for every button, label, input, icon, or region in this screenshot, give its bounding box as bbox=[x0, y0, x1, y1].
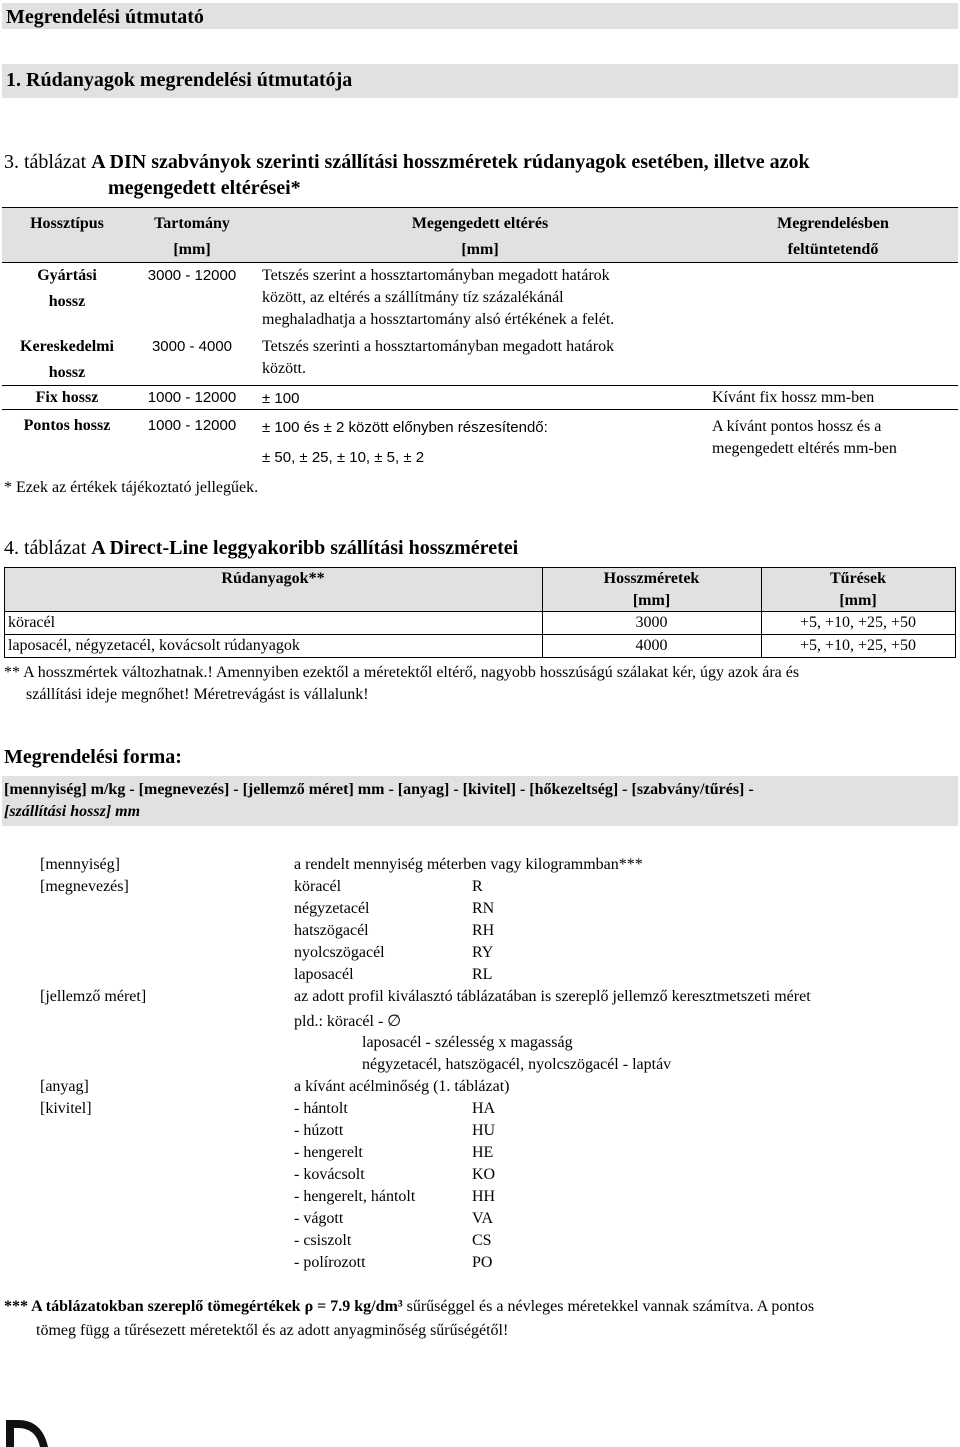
table3-header-range: Tartomány bbox=[154, 215, 230, 232]
table4-cell: +5, +10, +25, +50 bbox=[799, 637, 917, 654]
table4-header-length: Hosszméretek bbox=[603, 570, 700, 587]
legend-dimension-example: pld.: köracél - ∅ bbox=[294, 1011, 402, 1030]
legend-code: HU bbox=[472, 1122, 496, 1139]
legend-code: VA bbox=[472, 1210, 494, 1227]
table3-cell: Pontos hossz bbox=[23, 417, 111, 434]
table3-caption: 3. táblázat A DIN szabványok szerinti szállítási hosszméretek rúdanyagok esetében, illetve azok bbox=[4, 151, 810, 173]
table4-cell: 4000 bbox=[635, 637, 668, 654]
table4-header-length-unit: [mm] bbox=[632, 592, 671, 609]
table3-header-type: Hossztípus bbox=[30, 215, 104, 232]
table4-border bbox=[4, 657, 956, 658]
legend-finish: - polírozott bbox=[294, 1254, 366, 1271]
table3-header-order-2: feltüntetendő bbox=[787, 241, 879, 258]
legend-code: RY bbox=[472, 944, 494, 961]
table3-top-border bbox=[2, 207, 958, 208]
legend-code: R bbox=[472, 878, 483, 895]
legend-code: KO bbox=[472, 1166, 496, 1183]
legend-finish: - csiszolt bbox=[294, 1232, 352, 1249]
legend-label-name: [megnevezés] bbox=[40, 878, 129, 895]
table3-cell: ± 100 bbox=[262, 390, 300, 407]
diameter-icon: ∅ bbox=[387, 1011, 402, 1030]
table3-cell: hossz bbox=[48, 364, 86, 381]
table4-cell: laposacél, négyzetacél, kovácsolt rúdanyagok bbox=[8, 637, 300, 654]
table3-cell: ± 50, ± 25, ± 10, ± 5, ± 2 bbox=[262, 449, 425, 466]
table4-caption: 4. táblázat A Direct-Line leggyakoribb szállítási hosszméretei bbox=[4, 537, 519, 559]
table3-header-range-unit: [mm] bbox=[173, 241, 211, 258]
table3-cell: ± 100 és ± 2 között előnyben részesítendő: bbox=[262, 419, 548, 436]
table3-footnote: * Ezek az értékek tájékoztató jellegűek. bbox=[4, 479, 259, 496]
logo-icon bbox=[2, 1414, 54, 1447]
legend-finish: - vágott bbox=[294, 1210, 344, 1227]
table4-border bbox=[955, 567, 956, 658]
table3-header-order: Megrendelésben bbox=[777, 215, 889, 232]
legend-code: PO bbox=[472, 1254, 493, 1271]
legend-code: RH bbox=[472, 922, 495, 939]
order-format-line2: [szállítási hossz] mm bbox=[4, 803, 141, 820]
table4-cell: 3000 bbox=[635, 614, 668, 631]
section-title: 1. Rúdanyagok megrendelési útmutatója bbox=[2, 64, 958, 98]
table3-cell: 1000 - 12000 bbox=[147, 389, 237, 406]
legend-name: köracél bbox=[294, 878, 342, 895]
table3-cell: Gyártási bbox=[37, 267, 97, 284]
legend-code: CS bbox=[472, 1232, 492, 1249]
legend-code: HA bbox=[472, 1100, 496, 1117]
legend-label-finish: [kivitel] bbox=[40, 1100, 92, 1117]
legend-label-dimension: [jellemző méret] bbox=[40, 988, 147, 1005]
legend-code: HE bbox=[472, 1144, 494, 1161]
legend-code: RL bbox=[472, 966, 493, 983]
table3-cell: Tetszés szerinti a hossztartományban megadott határok bbox=[262, 338, 615, 355]
legend-dimension-example: laposacél - szélesség x magasság bbox=[362, 1034, 573, 1051]
legend-finish: - hengerelt bbox=[294, 1144, 363, 1161]
legend-label-material: [anyag] bbox=[40, 1078, 89, 1095]
table3-cell: 3000 - 12000 bbox=[147, 267, 237, 284]
table4-cell: köracél bbox=[8, 614, 56, 631]
legend-finish: - húzott bbox=[294, 1122, 344, 1139]
table3-row-border bbox=[2, 385, 958, 386]
order-form-title: Megrendelési forma: bbox=[4, 746, 182, 768]
table3-cell: 3000 - 4000 bbox=[151, 338, 233, 355]
legend-code: HH bbox=[472, 1188, 496, 1205]
table3-cell: Fix hossz bbox=[35, 389, 99, 406]
table3-cell: között. bbox=[262, 360, 306, 377]
legend-name: négyzetacél bbox=[294, 900, 370, 917]
table3-header-deviation: Megengedett eltérés bbox=[411, 215, 549, 232]
table4-cell: +5, +10, +25, +50 bbox=[799, 614, 917, 631]
footer-note-line2: tömeg függ a tűrésezett méretektől és az adott anyagminőség sűrűségétől! bbox=[36, 1322, 509, 1339]
legend-dimension-example: négyzetacél, hatszögacél, nyolcszögacél - laptáv bbox=[362, 1056, 672, 1073]
legend-code: RN bbox=[472, 900, 495, 917]
legend-label-quantity: [mennyiség] bbox=[40, 856, 120, 873]
legend-desc-material: a kívánt acélminőség (1. táblázat) bbox=[294, 1078, 510, 1095]
legend-finish: - kovácsolt bbox=[294, 1166, 365, 1183]
legend-name: laposacél bbox=[294, 966, 354, 983]
table4-note-line2: szállítási ideje megnőhet! Méretrevágást is vállalunk! bbox=[26, 686, 369, 703]
table3-cell: A kívánt pontos hossz és a bbox=[712, 418, 882, 435]
legend-name: nyolcszögacél bbox=[294, 944, 385, 961]
table4-note: ** A hosszmértek változhatnak.! Amennyiben ezektől a méretektől eltérő, nagyobb hosszúságú szálakat kér, úgy azok ára és bbox=[4, 664, 800, 681]
table3-row-border bbox=[2, 409, 958, 410]
table3-cell: megengedett eltérés mm-ben bbox=[712, 440, 897, 457]
table3-cell: meghaladhatja a hossztartomány alsó értékének a felét. bbox=[262, 311, 615, 328]
table4-header-tolerance: Tűrések bbox=[830, 570, 886, 587]
legend-name: hatszögacél bbox=[294, 922, 369, 939]
legend-desc-dimension: az adott profil kiválasztó táblázatában is szereplő jellemző keresztmetszeti méret bbox=[294, 988, 811, 1005]
legend-finish: - hántolt bbox=[294, 1100, 348, 1117]
legend-finish: - hengerelt, hántolt bbox=[294, 1188, 416, 1205]
table3-cell: 1000 - 12000 bbox=[147, 417, 237, 434]
table4-header-material: Rúdanyagok** bbox=[221, 570, 325, 587]
order-format-line1: [mennyiség] m/kg - [megnevezés] - [jellemző méret] mm - [anyag] - [kivitel] - [hőkezeltség] - [szabvány/tűrés] - bbox=[4, 781, 754, 798]
table3-header-border bbox=[2, 262, 958, 263]
table3-cell: Tetszés szerint a hossztartományban megadott határok bbox=[262, 267, 610, 284]
table4-header-tolerance-unit: [mm] bbox=[839, 592, 877, 609]
table3-caption-line2: megengedett eltérései* bbox=[108, 177, 301, 199]
table3-cell: között, az eltérés a szállítmány tíz százalékánál bbox=[262, 289, 564, 306]
footer-note: *** A táblázatokban szereplő tömegértékek ρ = 7.9 kg/dm³ sűrűséggel és a névleges méretekkel vannak számítva. A pontos bbox=[4, 1298, 815, 1315]
table3-cell: Kereskedelmi bbox=[20, 338, 114, 355]
table3-header-deviation-unit: [mm] bbox=[461, 241, 499, 258]
document-title: Megrendelési útmutató bbox=[2, 3, 958, 29]
legend-desc-quantity: a rendelt mennyiség méterben vagy kilogrammban*** bbox=[294, 856, 643, 873]
table3-cell: Kívánt fix hossz mm-ben bbox=[712, 389, 875, 406]
table3-cell: hossz bbox=[48, 293, 86, 310]
